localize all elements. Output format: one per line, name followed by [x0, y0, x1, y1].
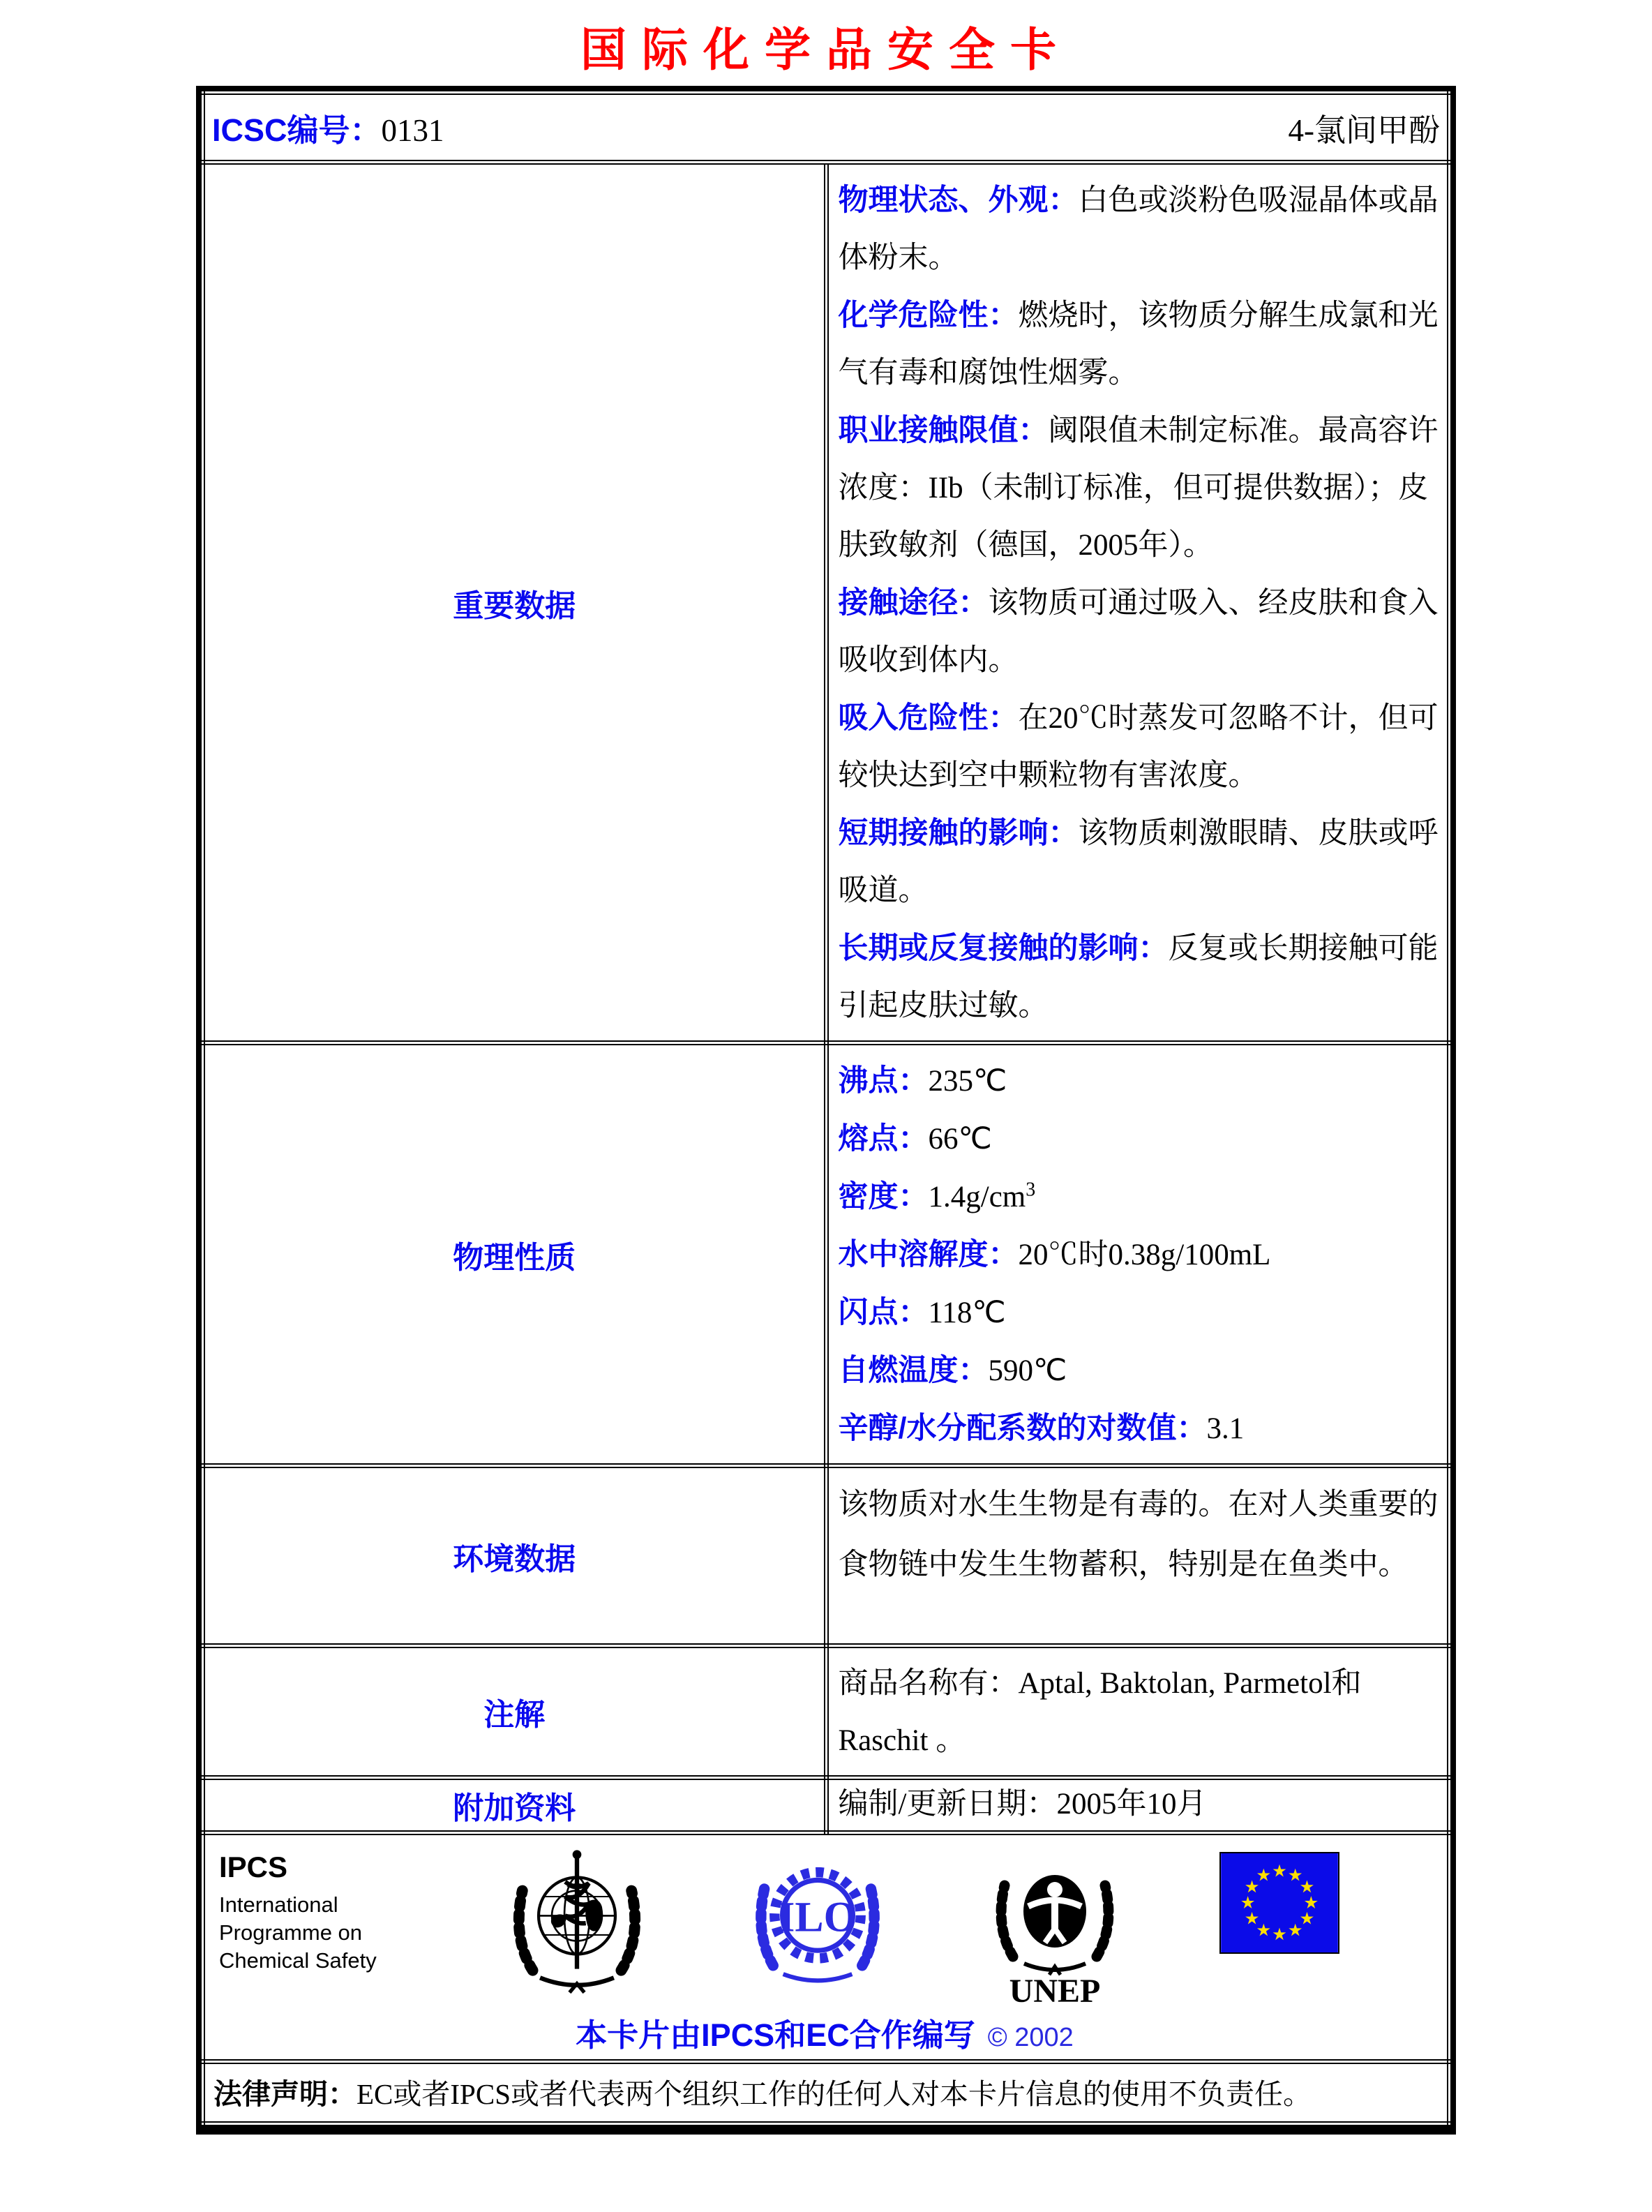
cooperation-caption-text: 本卡片由IPCS和EC合作编写: [576, 2017, 975, 2053]
icsc-card: [196, 86, 1456, 2135]
important-data-content: [826, 163, 1450, 1043]
field-long-term-effects: 长期或反复接触的影响：反复或长期接触可能引起皮肤过敏。: [838, 932, 1439, 1022]
icsc-number-label: ICSC编号：: [212, 112, 382, 148]
notes-row: [203, 1646, 1450, 1778]
section-label-environmental-data: 环境数据: [203, 1466, 827, 1646]
field-water-solubility: 水中溶解度：20℃时0.38g/100mL: [838, 1238, 1271, 1271]
section-label-physical-properties: 物理性质: [203, 1043, 827, 1466]
unep-logo-text: UNEP: [1009, 1973, 1100, 2007]
field-exposure-routes: 接触途径：该物质可通过吸入、经皮肤和食入吸收到体内。: [838, 586, 1439, 677]
section-label-notes: 注解: [203, 1646, 827, 1778]
page-title: 国际化学品安全卡: [580, 24, 1072, 75]
ilo-logo-icon: [746, 1845, 889, 1999]
field-melting-point: 熔点：66℃: [838, 1122, 992, 1156]
field-density: 密度：$1.4g/cm^3$: [838, 1179, 1036, 1213]
section-label-additional-info: 附加资料: [203, 1778, 827, 1833]
logos-row: [203, 1833, 1450, 2062]
legal-notice: [213, 2072, 1440, 2116]
field-physical-state: 物理状态、外观：白色或淡粉色吸湿晶体或晶体粉末。: [838, 184, 1439, 274]
field-autoignition-temperature: 自燃温度：590℃: [838, 1354, 1067, 1387]
important-data-row: [203, 163, 1450, 1043]
who-logo-icon: [503, 1845, 651, 2003]
additional-info-content: [826, 1778, 1450, 1833]
icsc-table: [200, 90, 1452, 2126]
ipcs-line-2: Programme on: [219, 1920, 363, 1945]
physical-properties-row: [203, 1043, 1450, 1466]
field-boiling-point: 沸点：235℃: [838, 1064, 1007, 1098]
environmental-data-row: [203, 1466, 1450, 1646]
physical-properties-content: [826, 1043, 1450, 1466]
legal-row: [203, 2062, 1450, 2124]
additional-info-row: [203, 1778, 1450, 1833]
field-occupational-exposure-limit: 职业接触限值：阈限值未制定标准。最高容许浓度：IIb（未制订标准，但可提供数据）；皮肤致敏剂（德国，2005年）。: [838, 414, 1439, 562]
header-row: [203, 93, 1450, 163]
field-chemical-hazard: 化学危险性：燃烧时，该物质分解生成氯和光气有毒和腐蚀性烟雾。: [838, 299, 1439, 389]
additional-info-text: 编制/更新日期：2005年10月: [838, 1788, 1207, 1821]
legal-cell: [203, 2062, 1450, 2124]
eu-flag-icon: [1219, 1852, 1339, 1954]
field-short-term-effects: 短期接触的影响：该物质刺激眼睛、皮肤或呼吸道。: [838, 816, 1439, 907]
copyright-text: © 2002: [987, 2023, 1074, 2052]
header-cell: [203, 93, 1450, 163]
section-label-important-data: 重要数据: [203, 163, 827, 1043]
field-flash-point: 闪点：118℃: [838, 1296, 1006, 1329]
cooperation-caption: [219, 2010, 1430, 2055]
logos-cell: [203, 1833, 1450, 2062]
notes-content: [826, 1646, 1450, 1778]
chemical-name: 4-氯间甲酚: [1288, 113, 1440, 148]
unep-logo-icon: [985, 1845, 1125, 2010]
ipcs-text-block: [219, 1845, 407, 1975]
ipcs-line-1: International: [219, 1892, 338, 1917]
environmental-data-content: [826, 1466, 1450, 1646]
icsc-number-value: 0131: [381, 113, 444, 148]
notes-text: 商品名称有：Aptal, Baktolan, Parmetol和 Raschit 。: [838, 1667, 1362, 1757]
legal-notice-label: 法律声明：: [213, 2078, 356, 2110]
density-superscript: 3: [1026, 1179, 1036, 1201]
logos-strip: [219, 1845, 1430, 2007]
legal-notice-text: EC或者IPCS或者代表两个组织工作的任何人对本卡片信息的使用不负责任。: [356, 2078, 1312, 2110]
field-inhalation-risk: 吸入危险性：在20℃时蒸发可忽略不计，但可较快达到空中颗粒物有害浓度。: [838, 701, 1439, 792]
ilo-logo-text: ILO: [778, 1893, 857, 1941]
environmental-data-text: 该物质对水生生物是有毒的。在对人类重要的食物链中发生生物蓄积，特别是在鱼类中。: [838, 1488, 1439, 1581]
ipcs-acronym: IPCS: [219, 1851, 288, 1883]
ipcs-line-3: Chemical Safety: [219, 1948, 377, 1973]
icsc-number-group: [212, 105, 444, 150]
field-octanol-water-partition: 辛醇/水分配系数的对数值：3.1: [838, 1412, 1245, 1445]
